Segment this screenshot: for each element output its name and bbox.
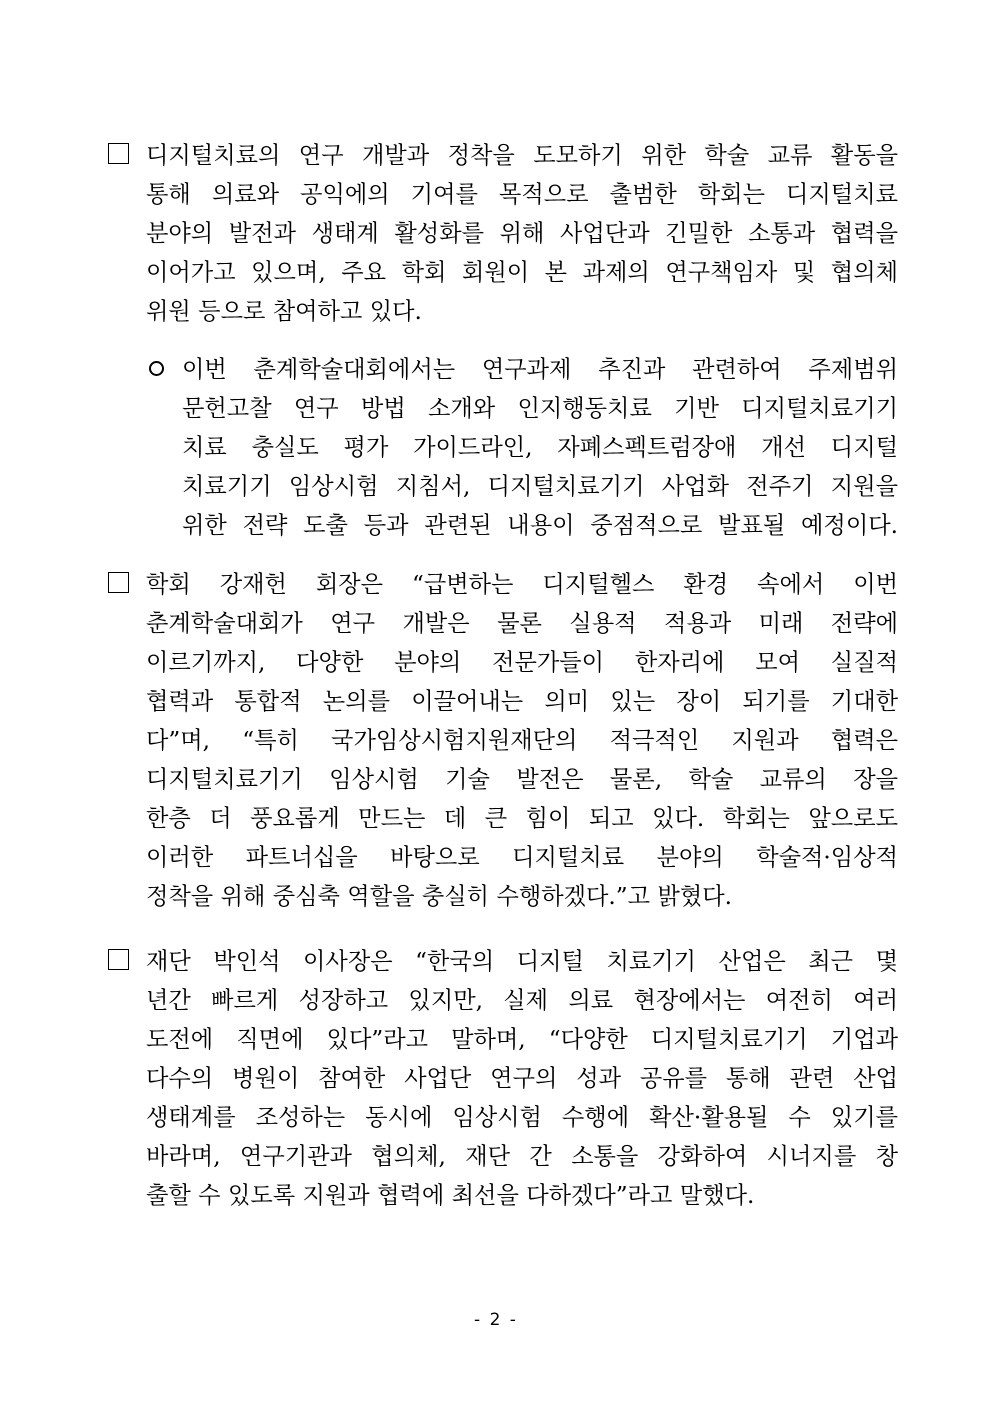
- paragraph-lab-society: [108, 136, 898, 331]
- paragraph-line: 디지털치료기기 임상시험 기술 발전은 물론, 학술 교류의 장을: [146, 766, 898, 793]
- paragraph-line: 문헌고찰 연구 방법 소개와 인지행동치료 기반 디지털치료기기: [182, 395, 898, 422]
- paragraph-conference-topics: [146, 350, 898, 545]
- paragraph-line: 바라며, 연구기관과 협의체, 재단 간 소통을 강화하여 시너지를 창: [146, 1143, 898, 1170]
- square-bullet-icon: [108, 143, 129, 164]
- paragraph-line: 통해 의료와 공익에의 기여를 목적으로 출범한 학회는 디지털치료: [146, 181, 898, 208]
- paragraph-line: 한층 더 풍요롭게 만드는 데 큰 힘이 되고 있다. 학회는 앞으로도: [146, 805, 898, 832]
- paragraph-line: 위원 등으로 참여하고 있다.: [146, 298, 422, 325]
- paragraph-line: 다”며, “특히 국가임상시험지원재단의 적극적인 지원과 협력은: [146, 727, 898, 754]
- paragraph-line: 년간 빠르게 성장하고 있지만, 실제 의료 현장에서는 여전히 여러: [146, 987, 898, 1014]
- paragraph-line: 협력과 통합적 논의를 이끌어내는 의미 있는 장이 되기를 기대한: [146, 688, 898, 715]
- paragraph-line: 이르기까지, 다양한 분야의 전문가들이 한자리에 모여 실질적: [146, 649, 898, 676]
- paragraph-line: 정착을 위해 중심축 역할을 충실히 수행하겠다.”고 밝혔다.: [146, 883, 732, 910]
- paragraph-line: 재단 박인석 이사장은 “한국의 디지털 치료기기 산업은 최근 몇: [146, 948, 898, 975]
- paragraph-line: 치료기기 임상시험 지침서, 디지털치료기기 사업화 전주기 지원을: [182, 473, 898, 500]
- paragraph-line: 이번 춘계학술대회에서는 연구과제 추진과 관련하여 주제범위: [182, 356, 898, 383]
- paragraph-line: 위한 전략 도출 등과 관련된 내용이 중점적으로 발표될 예정이다.: [182, 512, 898, 539]
- paragraph-line: 치료 충실도 평가 가이드라인, 자폐스펙트럼장애 개선 디지털: [182, 434, 898, 461]
- paragraph-line: 출할 수 있도록 지원과 협력에 최선을 다하겠다”라고 말했다.: [146, 1182, 755, 1209]
- paragraph-line: 이어가고 있으며, 주요 학회 회원이 본 과제의 연구책임자 및 협의체: [146, 259, 898, 286]
- paragraph-line: 분야의 발전과 생태계 활성화를 위해 사업단과 긴밀한 소통과 협력을: [146, 220, 898, 247]
- paragraph-foundation-chairman-quote: [108, 942, 898, 1215]
- paragraph-line: 도전에 직면에 있다”라고 말하며, “다양한 디지털치료기기 기업과: [146, 1026, 898, 1053]
- paragraph-line: 생태계를 조성하는 동시에 임상시험 수행에 확산·활용될 수 있기를: [146, 1104, 898, 1131]
- circle-bullet-icon: [149, 361, 164, 376]
- paragraph-line: 학회 강재헌 회장은 “급변하는 디지털헬스 환경 속에서 이번: [146, 571, 898, 598]
- paragraph-line: 디지털치료의 연구 개발과 정착을 도모하기 위한 학술 교류 활동을: [146, 142, 898, 169]
- paragraph-line: 이러한 파트너십을 바탕으로 디지털치료 분야의 학술적·임상적: [146, 844, 898, 871]
- paragraph-line: 다수의 병원이 참여한 사업단 연구의 성과 공유를 통해 관련 산업: [146, 1065, 898, 1092]
- square-bullet-icon: [108, 572, 129, 593]
- page-number: - 2 -: [474, 1310, 518, 1330]
- paragraph-society-president-quote: [108, 565, 898, 916]
- paragraph-line: 춘계학술대회가 연구 개발은 물론 실용적 적용과 미래 전략에: [146, 610, 898, 637]
- square-bullet-icon: [108, 949, 129, 970]
